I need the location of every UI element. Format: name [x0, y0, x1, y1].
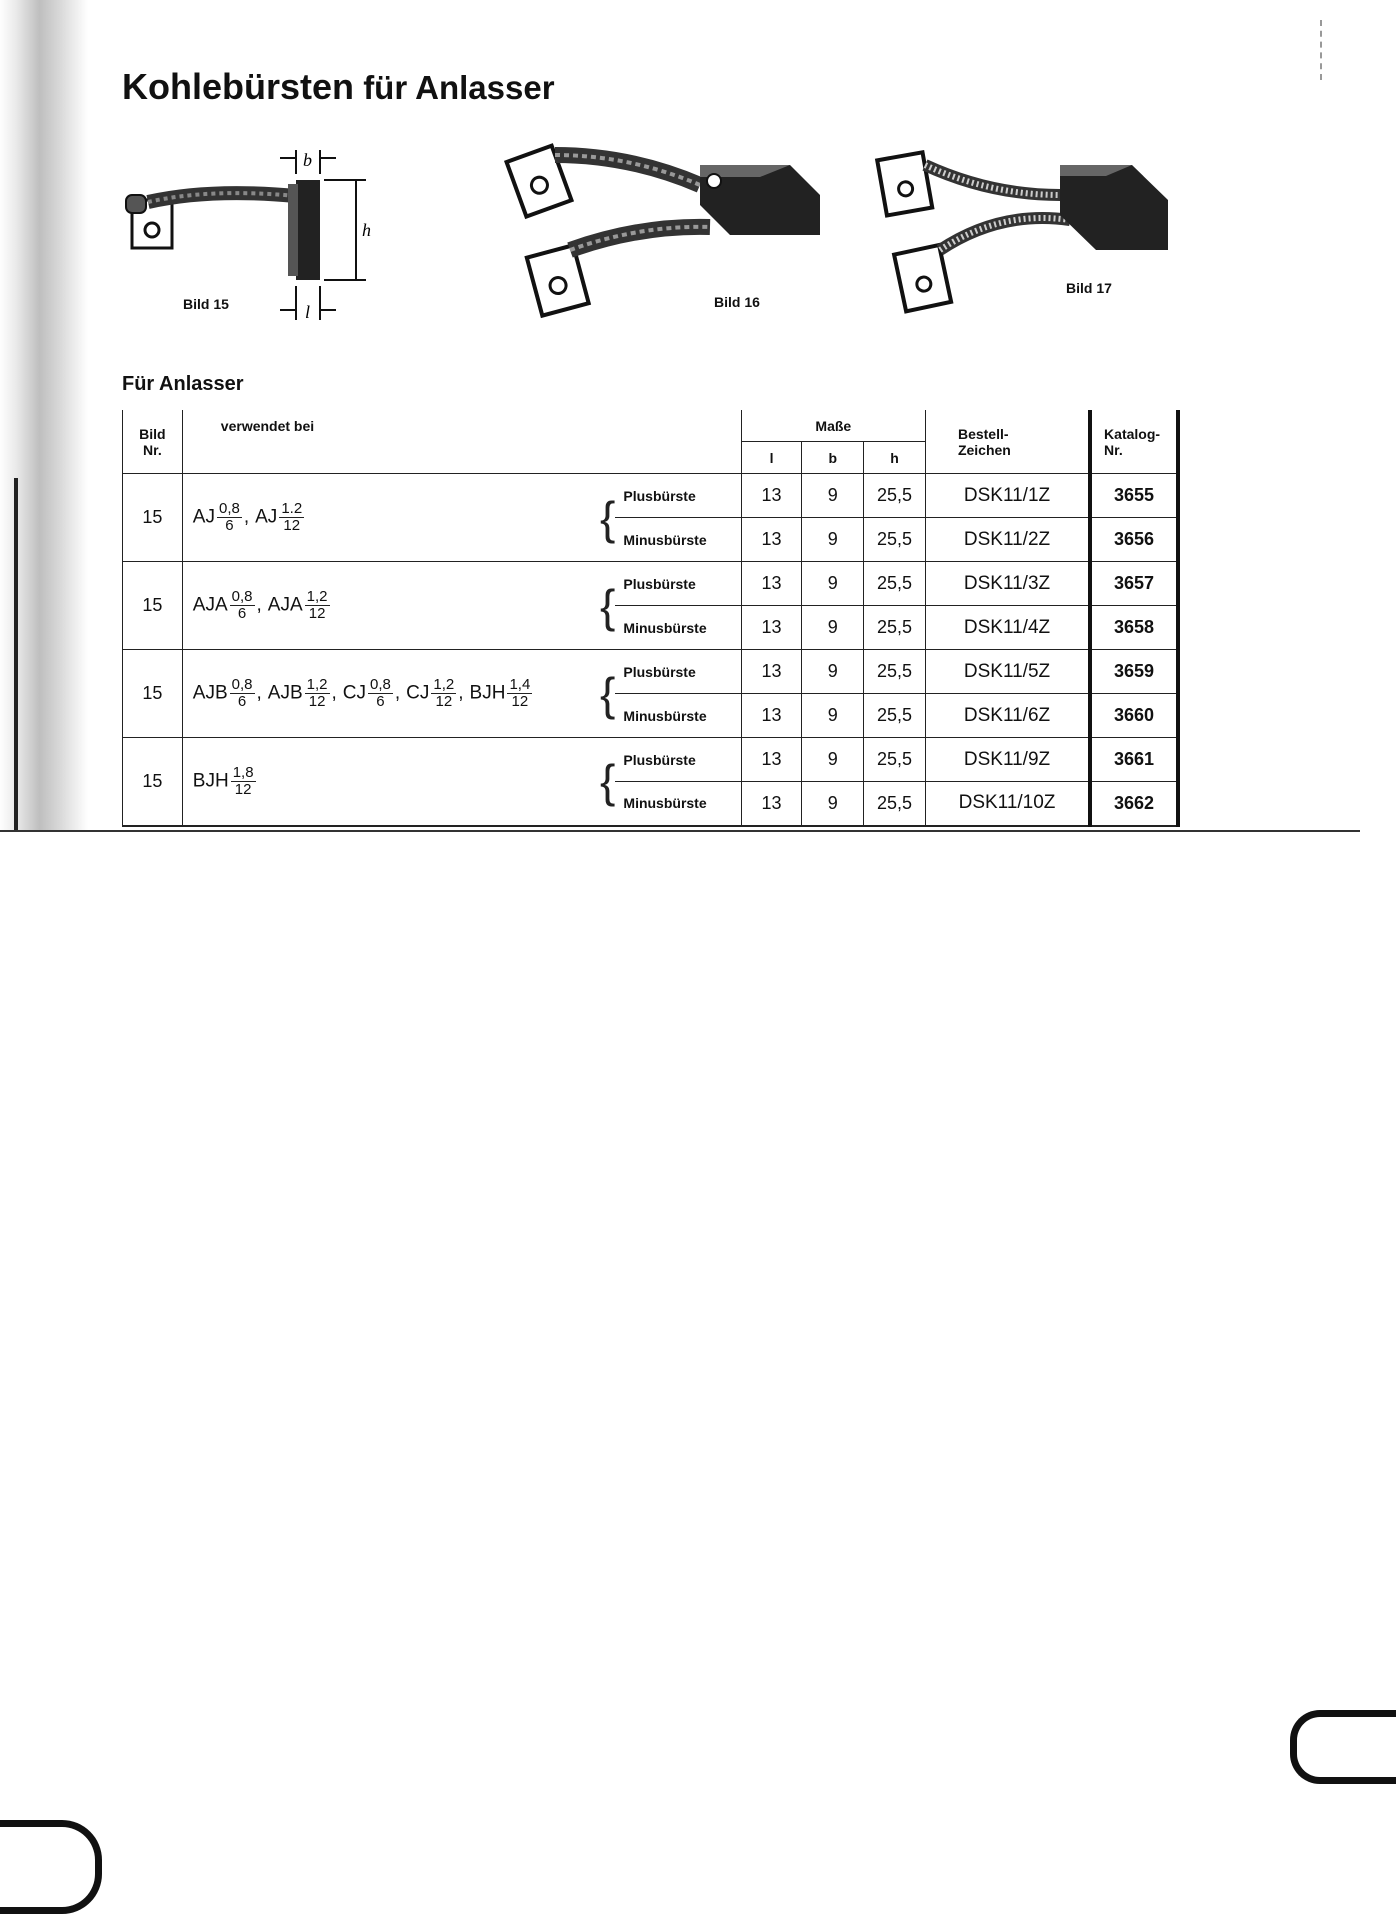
fraction-denominator: 12	[511, 693, 529, 710]
model-name: BJH	[192, 770, 229, 792]
cell-h: 25,5	[864, 694, 926, 738]
cell-bild: 15	[123, 738, 183, 826]
fraction-numerator: 1,2	[433, 676, 455, 693]
cell-bestell-zeichen: DSK11/3Z	[925, 562, 1090, 606]
model-ref	[470, 677, 535, 710]
cell-l: 13	[741, 738, 802, 782]
fraction-numerator: 0,8	[231, 676, 253, 693]
model-fraction	[230, 589, 255, 622]
model-ref	[193, 677, 262, 710]
cell-brush-kind: Minusbürste	[615, 782, 741, 826]
cell-l: 13	[741, 606, 802, 650]
figure-bild-16	[500, 135, 830, 335]
header-bestell-line1: Bestell-	[957, 425, 1009, 442]
model-separator: ,	[243, 506, 250, 528]
carbon-block-icon	[1060, 165, 1168, 250]
cell-b: 9	[802, 738, 864, 782]
header-bestell-line2: Zeichen	[957, 441, 1011, 458]
carbon-block-icon	[700, 165, 820, 235]
fraction-denominator: 6	[237, 605, 247, 622]
cell-h: 25,5	[864, 606, 926, 650]
model-name: CJ	[342, 682, 367, 704]
header-h: h	[864, 442, 926, 474]
model-fraction	[431, 677, 456, 710]
header-l: l	[741, 442, 802, 474]
cell-l: 13	[741, 782, 802, 826]
cell-b: 9	[802, 650, 864, 694]
section-title: Für Anlasser	[122, 373, 244, 395]
model-separator: ,	[331, 682, 337, 704]
model-name: BJH	[469, 682, 506, 704]
cell-b: 9	[802, 782, 864, 826]
fraction-denominator: 12	[308, 605, 326, 622]
model-fraction	[305, 677, 330, 710]
figure-bild-17	[870, 140, 1180, 330]
cell-brush-kind: Plusbürste	[615, 650, 741, 694]
cell-l: 13	[741, 474, 802, 518]
fraction-numerator: 1,2	[306, 676, 328, 693]
fraction-numerator: 0,8	[218, 500, 240, 517]
model-ref	[268, 589, 332, 622]
header-b: b	[802, 442, 864, 474]
dim-h-label: h	[362, 220, 371, 240]
header-bestell	[925, 410, 1090, 474]
header-bild	[123, 410, 183, 474]
cell-verwendet	[182, 738, 600, 826]
model-separator: ,	[256, 682, 262, 704]
cell-h: 25,5	[864, 562, 926, 606]
model-name: AJA	[267, 594, 303, 616]
cell-b: 9	[802, 474, 864, 518]
cell-katalog-nr: 3657	[1090, 562, 1178, 606]
brace-icon: {	[600, 650, 615, 738]
cell-l: 13	[741, 518, 802, 562]
fraction-denominator: 6	[237, 693, 247, 710]
fraction-denominator: 6	[376, 693, 385, 710]
cell-b: 9	[802, 694, 864, 738]
model-name: CJ	[406, 682, 430, 704]
header-masse: Maße	[741, 410, 925, 442]
cell-bestell-zeichen: DSK11/6Z	[925, 694, 1090, 738]
fraction-denominator: 12	[283, 517, 301, 534]
cell-katalog-nr: 3658	[1090, 606, 1178, 650]
page-title	[122, 66, 555, 108]
header-verwendet	[182, 410, 741, 474]
title-rest: für Anlasser	[363, 69, 555, 106]
dim-b-label: b	[303, 150, 312, 170]
fraction-numerator: 1.2	[281, 500, 303, 517]
fraction-denominator: 6	[225, 517, 234, 534]
model-fraction	[368, 677, 393, 710]
fraction-denominator: 12	[435, 693, 453, 710]
dim-l-label: l	[305, 302, 311, 322]
model-ref	[193, 501, 249, 534]
carbon-block-icon	[288, 180, 320, 280]
cable-upper-icon	[555, 155, 700, 185]
model-ref	[268, 677, 337, 710]
fraction-denominator: 12	[234, 780, 252, 798]
page-cut-line	[0, 830, 1360, 832]
cell-bild: 15	[123, 650, 183, 738]
model-name: AJB	[192, 682, 228, 704]
table-row	[123, 738, 1179, 782]
scan-marks	[1320, 20, 1324, 80]
brush-table	[122, 410, 1180, 827]
scan-binding-bar	[14, 478, 18, 830]
figure-label-bild-15: Bild 15	[183, 296, 229, 312]
fraction-numerator: 0,8	[231, 588, 253, 605]
model-fraction	[230, 677, 255, 710]
cell-b: 9	[802, 518, 864, 562]
paper-clip-bottom-left	[0, 1820, 102, 1914]
figure-bild-15	[120, 140, 380, 330]
cell-katalog-nr: 3659	[1090, 650, 1178, 694]
cell-h: 25,5	[864, 518, 926, 562]
title-bold: Kohlebürsten	[122, 66, 355, 107]
cell-h: 25,5	[864, 782, 926, 826]
model-ref	[193, 589, 262, 622]
cell-h: 25,5	[864, 650, 926, 694]
cell-bestell-zeichen: DSK11/1Z	[925, 474, 1090, 518]
header-katalog-line2: Nr.	[1104, 441, 1123, 458]
model-fraction	[305, 589, 330, 622]
cell-katalog-nr: 3660	[1090, 694, 1178, 738]
cell-bestell-zeichen: DSK11/9Z	[925, 738, 1090, 782]
table-row	[123, 650, 1179, 694]
fraction-numerator: 1,4	[509, 676, 531, 693]
cell-b: 9	[802, 562, 864, 606]
terminal-lower-icon	[527, 245, 589, 315]
header-verwendet-label: verwendet bei	[220, 418, 315, 434]
cell-bild: 15	[123, 474, 183, 562]
model-ref	[255, 501, 306, 534]
cell-verwendet	[182, 474, 600, 562]
header-bild-line1: Bild	[139, 425, 166, 442]
model-separator: ,	[256, 594, 262, 616]
model-ref	[193, 765, 258, 798]
table-row	[123, 474, 1179, 518]
model-ref	[343, 677, 400, 710]
model-separator: ,	[394, 682, 401, 704]
cell-bild: 15	[123, 562, 183, 650]
fraction-numerator: 1,8	[232, 763, 254, 781]
cell-brush-kind: Plusbürste	[615, 474, 741, 518]
brace-icon: {	[600, 738, 615, 826]
cell-h: 25,5	[864, 474, 926, 518]
cell-l: 13	[741, 694, 802, 738]
header-bild-line2: Nr.	[143, 441, 162, 458]
paper-clip-bottom-right	[1290, 1710, 1396, 1784]
brace-icon: {	[600, 562, 615, 650]
model-name: AJ	[192, 506, 215, 528]
cell-brush-kind: Minusbürste	[615, 518, 741, 562]
brace-icon: {	[600, 474, 615, 562]
cell-katalog-nr: 3661	[1090, 738, 1178, 782]
terminal-lower-icon	[894, 245, 951, 311]
figure-label-bild-16: Bild 16	[714, 294, 760, 310]
cell-bestell-zeichen: DSK11/2Z	[925, 518, 1090, 562]
fraction-numerator: 1,2	[306, 588, 328, 605]
cell-brush-kind: Plusbürste	[615, 738, 741, 782]
model-separator: ,	[458, 682, 464, 704]
cell-brush-kind: Plusbürste	[615, 562, 741, 606]
cell-b: 9	[802, 606, 864, 650]
fraction-denominator: 12	[308, 693, 326, 710]
table-body	[123, 474, 1179, 826]
terminal-upper-icon	[877, 152, 932, 215]
cell-verwendet	[182, 650, 600, 738]
cell-brush-kind: Minusbürste	[615, 694, 741, 738]
cell-bestell-zeichen: DSK11/10Z	[925, 782, 1090, 826]
model-name: AJA	[192, 594, 228, 616]
cell-katalog-nr: 3662	[1090, 782, 1178, 826]
model-fraction	[507, 677, 532, 710]
cell-bestell-zeichen: DSK11/5Z	[925, 650, 1090, 694]
cell-bestell-zeichen: DSK11/4Z	[925, 606, 1090, 650]
model-fraction	[279, 501, 304, 534]
fraction-numerator: 0,8	[370, 676, 391, 693]
cell-h: 25,5	[864, 738, 926, 782]
model-ref	[406, 677, 463, 710]
model-fraction	[231, 765, 256, 798]
header-katalog	[1090, 410, 1178, 474]
header-katalog-line1: Katalog-	[1104, 425, 1161, 442]
table-row	[123, 562, 1179, 606]
figure-label-bild-17: Bild 17	[1066, 280, 1112, 296]
model-name: AJB	[267, 682, 303, 704]
cell-verwendet	[182, 562, 600, 650]
cell-katalog-nr: 3655	[1090, 474, 1178, 518]
cell-brush-kind: Minusbürste	[615, 606, 741, 650]
cell-katalog-nr: 3656	[1090, 518, 1178, 562]
model-fraction	[217, 501, 242, 534]
model-name: AJ	[255, 506, 278, 528]
cell-l: 13	[741, 650, 802, 694]
cell-l: 13	[741, 562, 802, 606]
